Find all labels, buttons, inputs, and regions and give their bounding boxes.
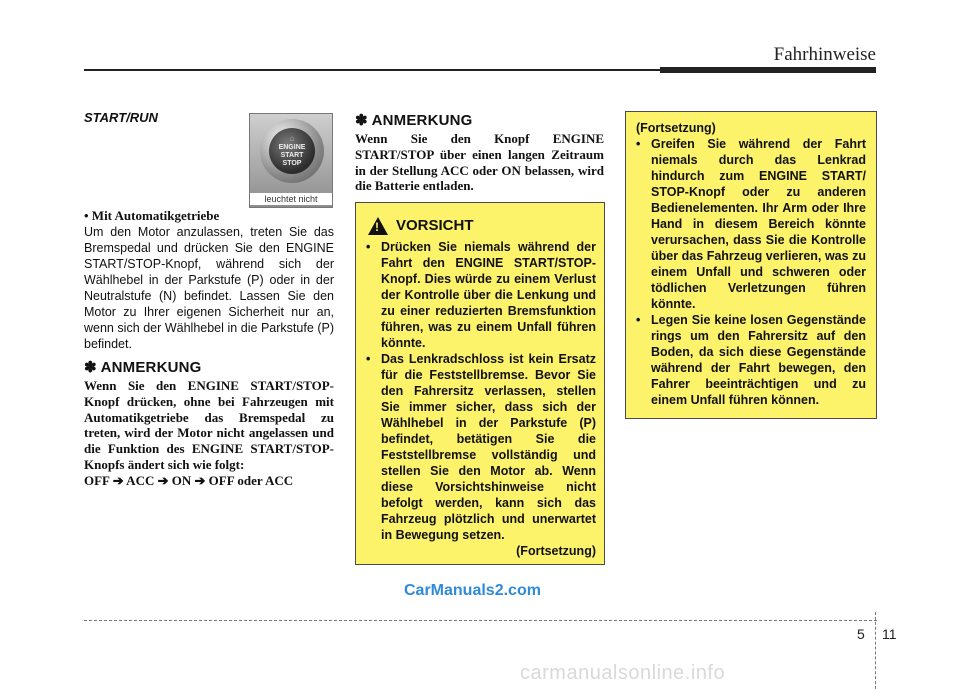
caution-title: VORSICHT [396,217,474,234]
button-text-start: START [280,151,304,159]
image-caption: leuchtet nicht [250,193,332,205]
warning-triangle-icon: ! [368,217,388,235]
button-face [269,128,315,174]
note-title: ✽ ANMERKUNG [84,359,202,376]
header-rule [84,69,664,71]
continuation-item: • Greifen Sie während der Fahrt niemals durch das Lenkrad hindurch zum ENGINE START/ STOP-Knopf oder zu anderen Bedienelementen. Ihr Arm oder Ihre Hand in diesem Bereich könnte verursachen, dass Sie die Kontrolle über das Fahrzeug verlieren, was zu einem Unfall und schweren oder tödlichen Verletzungen führen könnte. [636,136,866,312]
watermark-link[interactable]: CarManuals2.com [404,582,541,599]
note-body-2: Wenn Sie den Knopf ENGINE START/STOP über einen langen Zeitraum in der Stellung ACC oder ON belassen, wird die Batterie entladen. [355,131,604,194]
footer-separator [875,612,877,689]
section-title: Fahrhinweise [773,44,876,65]
note-body [84,378,334,489]
header-rule-bold [660,67,876,73]
site-watermark: carmanualsonline.info [520,662,726,684]
caution-header [366,213,596,239]
mode-sequence: OFF ➔ ACC ➔ ON ➔ OFF oder ACC [84,472,294,488]
chapter-number: 5 [857,626,865,642]
button-text-engine: ENGINE [278,143,306,151]
start-run-heading: START/RUN [84,110,158,125]
caution-item: • Drücken Sie niemals während der Fahrt den ENGINE START/STOP-Knopf. Dies würde zu einem Verlust der Kontrolle über die Lenkung und zu einer reduzierten Bremsfunktion führen, was zu einem Unfall führen könnte. [366,239,596,351]
continuation-box [625,111,877,419]
key-icon: ⌂ [289,133,295,143]
automatic-transmission-text: Um den Motor anzulassen, treten Sie das Bremspedal und drücken Sie den ENGINE START/STOP-Knopf, während sich der Wählhebel in der Parkstufe (P) oder in der Neutralstufe (N) befindet. Lassen Sie den Motor zu Ihrer eigenen Sicherheit nur an, wenn sich der Wählhebel in die Parkstufe (P) befindet. [84,225,334,351]
continuation-list [636,136,866,408]
continuation-item: • Legen Sie keine losen Gegenstände rings um den Fahrersitz auf den Boden, da sich diese Gegenstände während der Fahrt bewegen, den Fahrer beeinträchtigen und zu einem Unfall führen können. [636,312,866,408]
caution-list [366,239,596,543]
note-title-2: ✽ ANMERKUNG [355,112,473,129]
automatic-transmission-heading: • Mit Automatikgetriebe [84,208,220,223]
caution-box [355,202,605,565]
continuation-heading: (Fortsetzung) [636,121,716,135]
caution-item: • Das Lenkradschloss ist kein Ersatz für die Feststellbremse. Bevor Sie den Fahrersitz verlassen, stellen Sie immer sicher, dass sich der Wählhebel in der Parkstufe (P) befindet, betätigen Sie die Feststellbremse vollständig und stellen Sie den Motor ab. Wenn diese Vorsichtshinweise nicht befolgt werden, kann sich das Fahrzeug plötzlich und unerwartet in Bewegung setzen. [366,351,596,543]
footer-rule [84,620,877,621]
continued-label: (Fortsetzung) [516,544,596,558]
page-number: 11 [882,626,897,642]
engine-start-stop-button-image [249,113,333,208]
note-text: Wenn Sie den ENGINE START/STOP-Knopf drücken, ohne bei Fahrzeugen mit Automatikgetriebe das Bremspedal zu treten, wird der Motor nicht angelassen und die Funktion des ENGINE START/STOP-Knopfs ändert sich wie folgt: [84,378,334,472]
button-ring [260,119,324,183]
button-text-stop: STOP [282,159,302,167]
